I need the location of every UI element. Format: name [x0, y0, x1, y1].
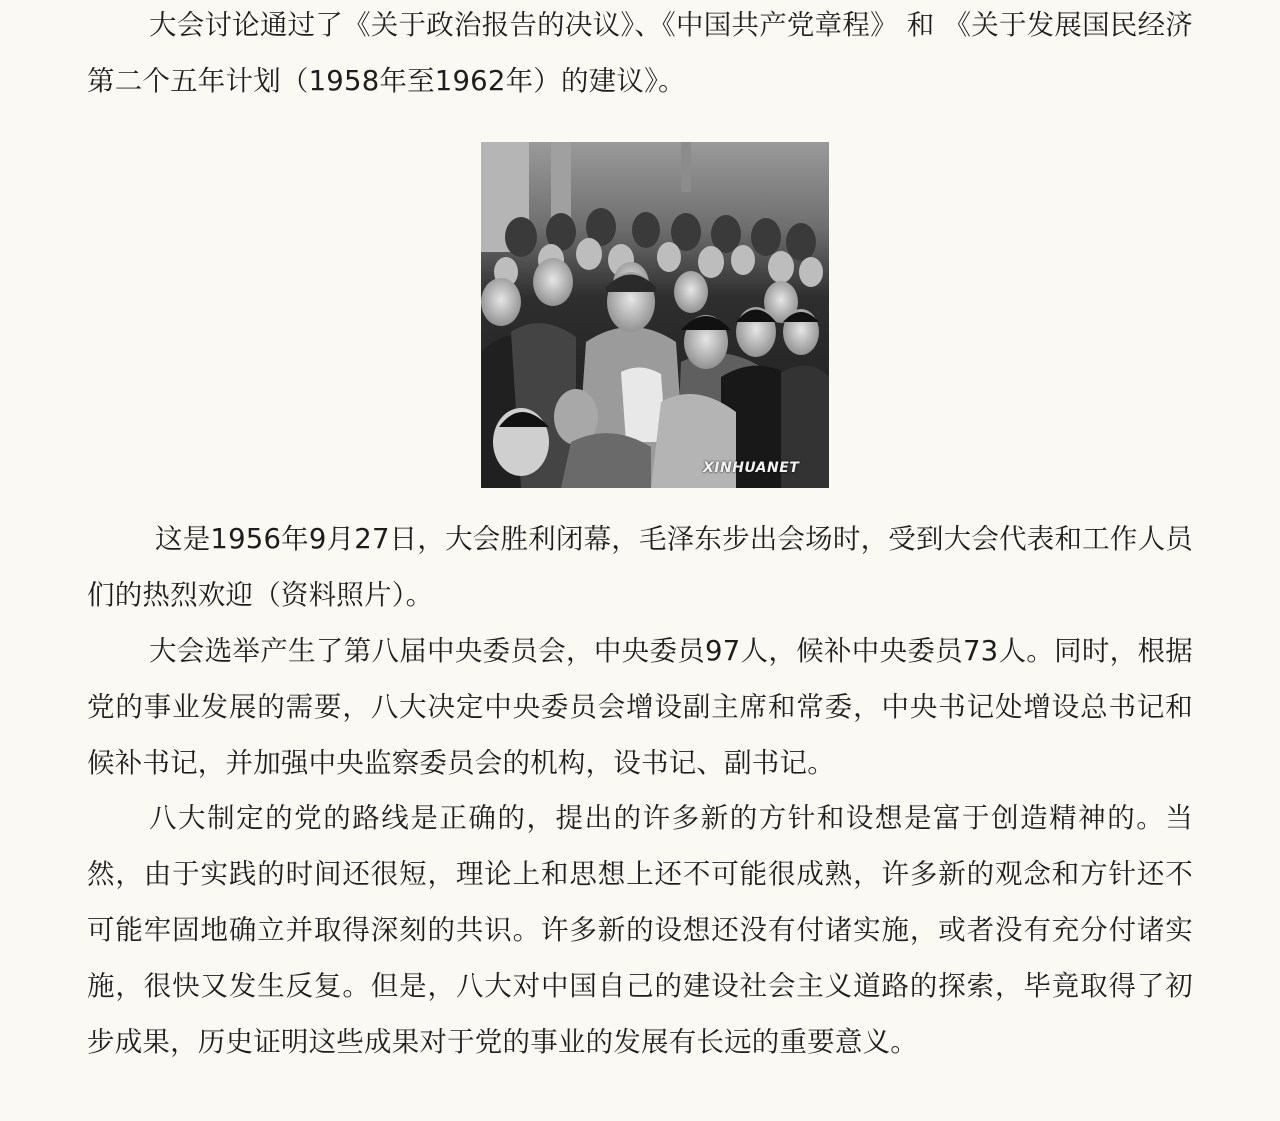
paragraph-party-line: 八大制定的党的路线是正确的，提出的许多新的方针和设想是富于创造精神的。当然，由于实践的时间还很短，理论上和思想上还不可能很成熟，许多新的观念和方针还不可能牢固地确立并取得深刻的共识。许多新的设想还没有付诸实施，或者没有充分付诸实施，很快又发生反复。但是，八大对中国自己的建设社会主义道路的探索，毕竟取得了初步成果，历史证明这些成果对于党的事业的发展有长远的重要意义。	[87, 802, 1193, 1058]
photo-watermark: XINHUANET	[703, 460, 800, 476]
paragraph-central-committee: 大会选举产生了第八届中央委员会，中央委员97人，候补中央委员73人。同时，根据党的事业发展的需要，八大决定中央委员会增设副主席和常委，中央书记处增设总书记和候补书记，并加强中央监察委员会的机构，设书记、副书记。	[87, 635, 1193, 779]
paragraph-resolutions: 大会讨论通过了《关于政治报告的决议》、《中国共产党章程》 和 《关于发展国民经济第二个五年计划（1958年至1962年）的建议》。	[87, 9, 1193, 97]
historical-photo	[481, 142, 829, 488]
crowd-photo-image	[481, 142, 829, 488]
photo-caption: 这是1956年9月27日，大会胜利闭幕，毛泽东步出会场时，受到大会代表和工作人员们的热烈欢迎（资料照片）。	[87, 523, 1193, 611]
